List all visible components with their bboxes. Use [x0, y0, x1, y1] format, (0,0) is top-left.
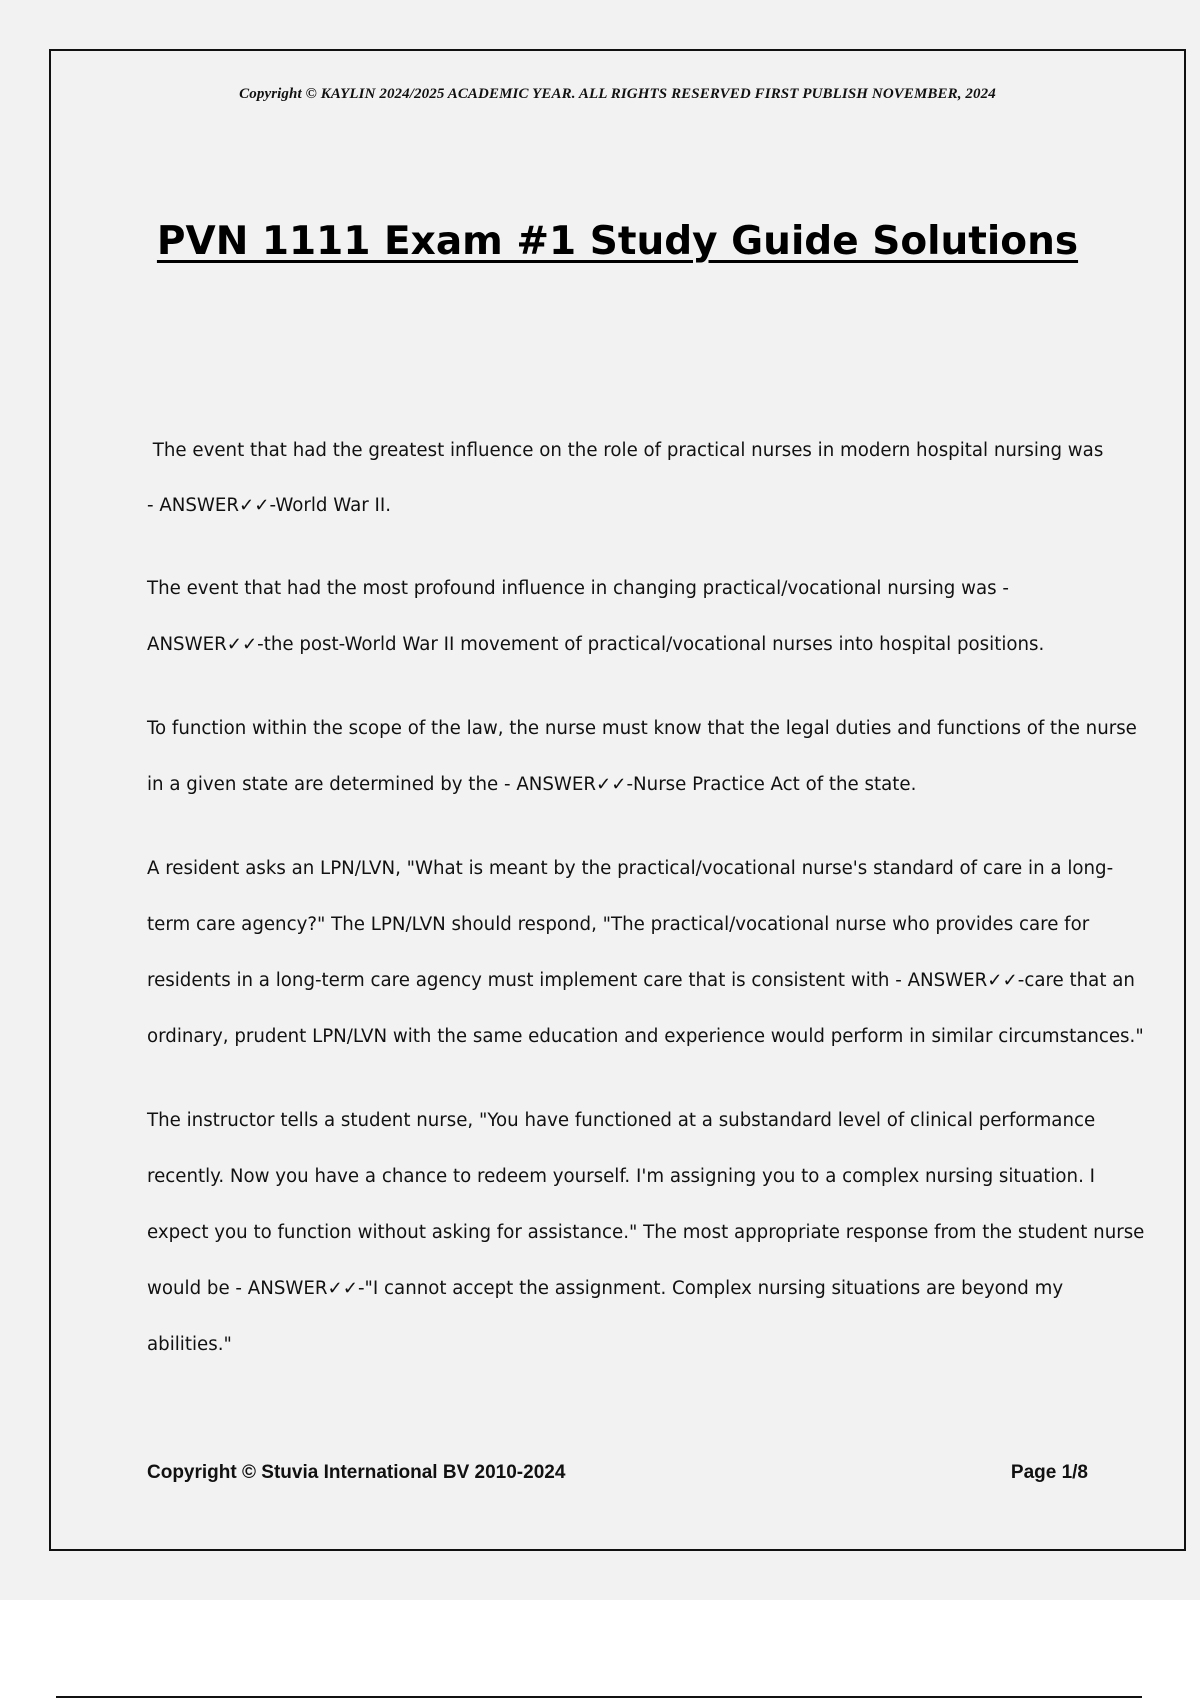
- answer-text: ANSWER✓✓-"I cannot accept the assignment. Complex nursing situations are beyond my abilities.": [147, 1278, 1064, 1355]
- answer-text: ANSWER✓✓-Nurse Practice Act of the state.: [516, 774, 917, 795]
- qa-item: [147, 841, 1147, 1065]
- footer-copyright: Copyright © Stuvia International BV 2010-2024: [147, 1462, 566, 1483]
- qa-item: [147, 423, 1147, 533]
- qa-item: [147, 561, 1147, 673]
- page-title: PVN 1111 Exam #1 Study Guide Solutions: [156, 219, 1079, 264]
- qa-list: [147, 423, 1147, 1401]
- page-divider: [56, 1696, 1142, 1698]
- page-number: Page 1/8: [1010, 1462, 1088, 1483]
- answer-text: ANSWER✓✓-the post-World War II movement of practical/vocational nurses into hospital positions.: [147, 634, 1045, 655]
- answer-text: ANSWER✓✓-care that an ordinary, prudent LPN/LVN with the same education and experience would perform in similar circumstances.": [147, 970, 1144, 1047]
- question-text: The event that had the greatest influence on the role of practical nurses in modern hospital nursing was: [152, 440, 1104, 461]
- question-text: To function within the scope of the law, the nurse must know that the legal duties and functions of the nurse in a given state are determined by the -: [147, 718, 1137, 795]
- question-text: The event that had the most profound influence in changing practical/vocational nursing was -: [147, 578, 1009, 599]
- answer-text: - ANSWER✓✓-World War II.: [147, 495, 391, 516]
- question-text: A resident asks an LPN/LVN, "What is meant by the practical/vocational nurse's standard of care in a long-term care agency?" The LPN/LVN should respond, "The practical/vocational nurse who provides care for residents in a long-term care agency must implement care that is consistent with -: [147, 858, 1114, 991]
- header-copyright: Copyright © KAYLIN 2024/2025 ACADEMIC YEAR. ALL RIGHTS RESERVED FIRST PUBLISH NOVEMBER, 2024: [239, 86, 996, 102]
- qa-item: [147, 1093, 1147, 1373]
- document-page: [49, 49, 1186, 1551]
- qa-item: [147, 701, 1147, 813]
- question-text: The instructor tells a student nurse, "You have functioned at a substandard level of clinical performance recently. Now you have a chance to redeem yourself. I'm assigning you to a complex nursing situation. I expect you to function without asking for assistance." The most appropriate response from the student nurse would be -: [147, 1110, 1145, 1299]
